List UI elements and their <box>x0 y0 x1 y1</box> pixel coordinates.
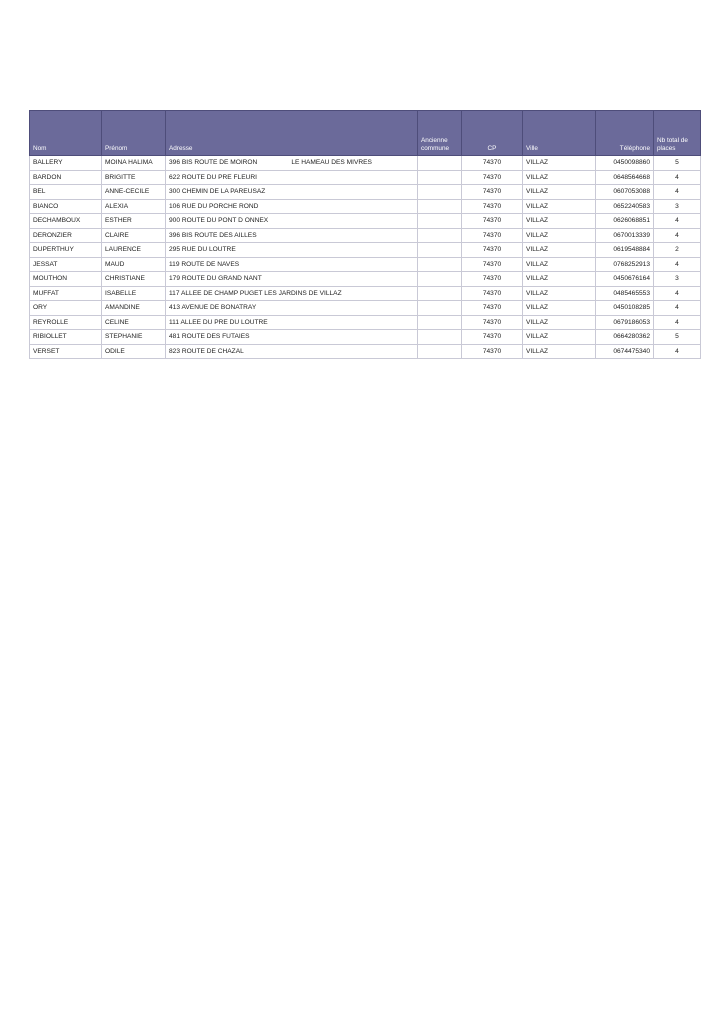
cell-ville-ville: VILLAZ <box>526 347 548 355</box>
cell-cp-cp: 74370 <box>482 217 502 225</box>
cell-prenom <box>102 243 166 258</box>
table-row <box>30 214 701 229</box>
cell-prenom <box>102 344 166 359</box>
cell-adresse <box>166 185 418 200</box>
cell-nom <box>30 228 102 243</box>
header-cp: CP <box>462 111 523 156</box>
cell-prenom <box>102 315 166 330</box>
cell-adresse <box>166 243 418 258</box>
cell-nb-places-places: 3 <box>675 202 679 210</box>
cell-ville-ville: VILLAZ <box>526 231 548 239</box>
cell-nb-places <box>654 315 701 330</box>
cell-ville <box>523 301 596 316</box>
cell-ville <box>523 344 596 359</box>
table-row <box>30 272 701 287</box>
cell-adresse-rue: ALLEE DE CHAMP PUGET LES JARDINS DE VILLAZ <box>180 289 342 297</box>
cell-cp-cp: 74370 <box>482 202 502 210</box>
cell-telephone <box>596 272 654 287</box>
cell-nb-places <box>654 330 701 345</box>
cell-telephone-tel: 0450098860 <box>613 159 650 167</box>
cell-adresse-num: 179 <box>169 275 181 283</box>
cell-ville-ville: VILLAZ <box>526 275 548 283</box>
cell-cp-cp: 74370 <box>482 173 502 181</box>
cell-telephone <box>596 330 654 345</box>
cell-prenom <box>102 257 166 272</box>
cell-adresse-rue: ROUTE DES FUTAIES <box>181 333 250 341</box>
cell-adresse-rue: ROUTE DES AILLES <box>194 231 257 239</box>
cell-nb-places <box>654 156 701 171</box>
cell-adresse <box>166 257 418 272</box>
cell-prenom <box>102 170 166 185</box>
cell-nom <box>30 301 102 316</box>
cell-adresse-rue: ROUTE DE NAVES <box>181 260 240 268</box>
cell-nom <box>30 315 102 330</box>
cell-prenom-prenom: ISABELLE <box>105 289 137 297</box>
cell-telephone <box>596 214 654 229</box>
cell-cp-cp: 74370 <box>482 289 502 297</box>
cell-nom <box>30 156 102 171</box>
cell-nb-places <box>654 170 701 185</box>
cell-telephone <box>596 286 654 301</box>
cell-ville <box>523 272 596 287</box>
cell-nom <box>30 286 102 301</box>
cell-adresse-rue: CHEMIN DE LA PAREUSAZ <box>181 188 266 196</box>
cell-ville-ville: VILLAZ <box>526 318 548 326</box>
cell-ville <box>523 214 596 229</box>
cell-telephone <box>596 199 654 214</box>
cell-adresse-complement <box>257 174 291 181</box>
cell-nom-nom: DECHAMBOUX <box>33 217 81 225</box>
cell-ancienne-commune <box>418 272 462 287</box>
cell-ancienne-commune <box>418 330 462 345</box>
cell-prenom-prenom: AMANDINE <box>105 304 140 312</box>
cell-ville-ville: VILLAZ <box>526 289 548 297</box>
cell-nom <box>30 214 102 229</box>
cell-adresse <box>166 214 418 229</box>
cell-cp-cp: 74370 <box>482 260 502 268</box>
cell-prenom-prenom: STEPHANIE <box>105 333 143 341</box>
cell-nb-places-places: 4 <box>675 318 679 326</box>
cell-ville <box>523 330 596 345</box>
cell-nb-places-places: 4 <box>675 260 679 268</box>
cell-adresse-num: 111 <box>169 318 180 326</box>
cell-nom-nom: DERONZIER <box>33 231 72 239</box>
cell-nb-places-places: 4 <box>675 289 679 297</box>
cell-adresse-num: 106 <box>169 202 181 210</box>
table-header <box>30 111 701 156</box>
cell-telephone-tel: 0674475340 <box>613 347 650 355</box>
cell-nom <box>30 344 102 359</box>
cell-adresse-complement <box>262 275 296 282</box>
cell-ancienne-commune <box>418 185 462 200</box>
spreadsheet <box>29 110 701 359</box>
table-row <box>30 301 701 316</box>
cell-ville-ville: VILLAZ <box>526 188 548 196</box>
cell-cp <box>462 228 523 243</box>
cell-nb-places <box>654 228 701 243</box>
cell-ancienne-commune <box>418 286 462 301</box>
cell-nom <box>30 199 102 214</box>
cell-prenom <box>102 185 166 200</box>
cell-prenom-prenom: CHRISTIANE <box>105 275 145 283</box>
cell-cp-cp: 74370 <box>482 246 502 254</box>
cell-nom-nom: VERSET <box>33 347 60 355</box>
cell-adresse-rue: ROUTE DU GRAND NANT <box>181 275 262 283</box>
cell-cp <box>462 286 523 301</box>
cell-ancienne-commune <box>418 257 462 272</box>
cell-prenom-prenom: CELINE <box>105 318 129 326</box>
cell-adresse-rue: ALLEE DU PRE DU LOUTRE <box>180 318 268 326</box>
cell-adresse <box>166 301 418 316</box>
cell-nb-places-places: 2 <box>675 246 679 254</box>
cell-adresse-num: 481 <box>169 333 181 341</box>
cell-nb-places-places: 3 <box>675 275 679 283</box>
cell-adresse-rue: ROUTE DE MOIRON <box>194 159 258 167</box>
cell-prenom-prenom: MAUD <box>105 260 125 268</box>
cell-adresse-rue: RUE DU PORCHE ROND <box>181 202 259 210</box>
header-nom: Nom <box>30 111 102 156</box>
cell-cp <box>462 272 523 287</box>
cell-ville-ville: VILLAZ <box>526 333 548 341</box>
cell-adresse-rue: RUE DU LOUTRE <box>181 246 236 254</box>
cell-telephone-tel: 0485465553 <box>613 289 650 297</box>
cell-ville-ville: VILLAZ <box>526 159 548 167</box>
cell-nb-places <box>654 344 701 359</box>
cell-prenom <box>102 272 166 287</box>
cell-telephone-tel: 0626068851 <box>613 217 650 225</box>
table-row <box>30 257 701 272</box>
cell-prenom <box>102 286 166 301</box>
cell-cp-cp: 74370 <box>482 275 502 283</box>
cell-prenom <box>102 199 166 214</box>
cell-adresse-rue: ROUTE DU PRE FLEURI <box>181 173 257 181</box>
cell-adresse-complement <box>268 319 302 326</box>
cell-adresse-num: 622 <box>169 173 181 181</box>
cell-prenom <box>102 214 166 229</box>
cell-ville-ville: VILLAZ <box>526 246 548 254</box>
cell-ville <box>523 228 596 243</box>
header-ville: Ville <box>523 111 596 156</box>
cell-ancienne-commune <box>418 156 462 171</box>
cell-adresse <box>166 228 418 243</box>
cell-nom-nom: BARDON <box>33 173 62 181</box>
cell-adresse-rue: ROUTE DU PONT D ONNEX <box>181 217 269 225</box>
cell-nom <box>30 243 102 258</box>
cell-ville-ville: VILLAZ <box>526 304 548 312</box>
cell-cp-cp: 74370 <box>482 231 502 239</box>
cell-adresse-num: 117 <box>169 289 180 297</box>
cell-telephone-tel: 0670013339 <box>613 231 650 239</box>
cell-adresse-complement <box>342 290 376 297</box>
cell-cp <box>462 156 523 171</box>
cell-ancienne-commune <box>418 199 462 214</box>
cell-adresse-num: 300 <box>169 188 181 196</box>
cell-prenom-prenom: ESTHER <box>105 217 132 225</box>
cell-adresse <box>166 315 418 330</box>
cell-nom <box>30 170 102 185</box>
cell-nb-places <box>654 243 701 258</box>
cell-telephone <box>596 170 654 185</box>
cell-adresse-num: 119 <box>169 260 180 268</box>
cell-adresse-complement <box>256 304 290 311</box>
cell-adresse-num: 900 <box>169 217 181 225</box>
cell-ancienne-commune <box>418 243 462 258</box>
table-row <box>30 344 701 359</box>
cell-nb-places <box>654 272 701 287</box>
cell-cp <box>462 214 523 229</box>
cell-ville-ville: VILLAZ <box>526 217 548 225</box>
cell-nom-nom: BALLERY <box>33 159 63 167</box>
cell-ville-ville: VILLAZ <box>526 202 548 210</box>
table-row <box>30 156 701 171</box>
cell-telephone <box>596 185 654 200</box>
cell-adresse-num: 396 BIS <box>169 159 193 167</box>
cell-cp <box>462 199 523 214</box>
cell-nb-places-places: 4 <box>675 304 679 312</box>
cell-prenom-prenom: ODILE <box>105 347 125 355</box>
cell-nom-nom: JESSAT <box>33 260 58 268</box>
cell-cp-cp: 74370 <box>482 159 502 167</box>
cell-telephone-tel: 0607053088 <box>613 188 650 196</box>
cell-adresse-complement <box>244 348 278 355</box>
cell-prenom-prenom: BRIGITTE <box>105 173 136 181</box>
cell-nb-places <box>654 301 701 316</box>
cell-telephone-tel: 0450108285 <box>613 304 650 312</box>
cell-cp <box>462 170 523 185</box>
cell-ville <box>523 185 596 200</box>
cell-nb-places-places: 4 <box>675 217 679 225</box>
cell-nb-places-places: 4 <box>675 173 679 181</box>
cell-adresse <box>166 199 418 214</box>
cell-adresse <box>166 272 418 287</box>
cell-nom-nom: MUFFAT <box>33 289 59 297</box>
table-row <box>30 228 701 243</box>
cell-adresse <box>166 344 418 359</box>
cell-nb-places-places: 4 <box>675 347 679 355</box>
cell-adresse-num: 295 <box>169 246 181 254</box>
cell-ville-ville: VILLAZ <box>526 260 548 268</box>
cell-prenom-prenom: ANNE-CECILE <box>105 188 150 196</box>
cell-ancienne-commune <box>418 214 462 229</box>
cell-telephone <box>596 243 654 258</box>
cell-prenom <box>102 156 166 171</box>
table-row <box>30 243 701 258</box>
cell-nom-nom: MOUTHON <box>33 275 68 283</box>
cell-telephone <box>596 156 654 171</box>
cell-cp-cp: 74370 <box>482 347 502 355</box>
cell-adresse-complement <box>257 232 291 239</box>
cell-ville <box>523 170 596 185</box>
cell-nb-places <box>654 199 701 214</box>
cell-cp <box>462 344 523 359</box>
table-row <box>30 199 701 214</box>
cell-adresse <box>166 170 418 185</box>
cell-telephone <box>596 315 654 330</box>
cell-cp <box>462 330 523 345</box>
cell-ancienne-commune <box>418 170 462 185</box>
cell-nb-places-places: 5 <box>675 159 679 167</box>
header-nb-places: Nb total de places <box>654 111 701 156</box>
cell-telephone-tel: 0664280362 <box>613 333 650 341</box>
cell-ville-ville: VILLAZ <box>526 173 548 181</box>
table-body <box>30 156 701 359</box>
cell-ville <box>523 257 596 272</box>
cell-nb-places <box>654 185 701 200</box>
table-row <box>30 185 701 200</box>
cell-cp-cp: 74370 <box>482 318 502 326</box>
cell-telephone-tel: 0648564668 <box>613 173 650 181</box>
cell-prenom <box>102 228 166 243</box>
cell-adresse-complement <box>268 217 302 224</box>
cell-cp <box>462 243 523 258</box>
cell-nom-nom: BIANCO <box>33 202 59 210</box>
cell-ancienne-commune <box>418 344 462 359</box>
cell-adresse-complement <box>258 203 292 210</box>
cell-nom-nom: RIBIOLLET <box>33 333 67 341</box>
cell-adresse <box>166 286 418 301</box>
cell-adresse-complement: LE HAMEAU DES MIVRES <box>291 159 372 167</box>
cell-nb-places-places: 4 <box>675 231 679 239</box>
cell-nom <box>30 185 102 200</box>
cell-ancienne-commune <box>418 301 462 316</box>
cell-nom-nom: BEL <box>33 188 46 196</box>
cell-prenom <box>102 301 166 316</box>
cell-nom <box>30 257 102 272</box>
table-row <box>30 330 701 345</box>
cell-cp-cp: 74370 <box>482 188 502 196</box>
cell-telephone-tel: 0450676164 <box>613 275 650 283</box>
cell-ville <box>523 286 596 301</box>
cell-telephone <box>596 344 654 359</box>
header-prenom: Prénom <box>102 111 166 156</box>
cell-telephone <box>596 228 654 243</box>
cell-cp-cp: 74370 <box>482 333 502 341</box>
cell-nb-places-places: 4 <box>675 188 679 196</box>
cell-adresse-complement <box>236 246 270 253</box>
cell-adresse-complement <box>250 333 284 340</box>
cell-telephone-tel: 0679186053 <box>613 318 650 326</box>
cell-prenom-prenom: CLAIRE <box>105 231 129 239</box>
cell-ville <box>523 315 596 330</box>
cell-telephone-tel: 0619548884 <box>613 246 650 254</box>
cell-adresse-rue: ROUTE DE CHAZAL <box>181 347 244 355</box>
table-row <box>30 170 701 185</box>
cell-telephone <box>596 257 654 272</box>
cell-nb-places <box>654 257 701 272</box>
cell-nom-nom: ORY <box>33 304 48 312</box>
cell-prenom-prenom: MOINA HALIMA <box>105 159 153 167</box>
cell-telephone <box>596 301 654 316</box>
cell-cp <box>462 315 523 330</box>
cell-ancienne-commune <box>418 228 462 243</box>
cell-telephone-tel: 0768252913 <box>613 260 650 268</box>
header-ancienne-commune: Ancienne commune <box>418 111 462 156</box>
cell-prenom-prenom: ALEXIA <box>105 202 129 210</box>
cell-adresse <box>166 156 418 171</box>
cell-cp-cp: 74370 <box>482 304 502 312</box>
cell-cp <box>462 301 523 316</box>
cell-nom <box>30 330 102 345</box>
table-row <box>30 315 701 330</box>
cell-nom-nom: REYROLLE <box>33 318 69 326</box>
cell-telephone-tel: 0652240583 <box>613 202 650 210</box>
header-adresse: Adresse <box>166 111 418 156</box>
cell-prenom-prenom: LAURENCE <box>105 246 141 254</box>
cell-ville <box>523 199 596 214</box>
cell-nb-places-places: 5 <box>675 333 679 341</box>
cell-cp <box>462 257 523 272</box>
cell-adresse-complement <box>239 261 273 268</box>
cell-adresse <box>166 330 418 345</box>
cell-nom-nom: DUPERTHUY <box>33 246 74 254</box>
cell-cp <box>462 185 523 200</box>
cell-nom <box>30 272 102 287</box>
cell-adresse-num: 823 <box>169 347 181 355</box>
cell-ancienne-commune <box>418 315 462 330</box>
cell-nb-places <box>654 286 701 301</box>
cell-nb-places <box>654 214 701 229</box>
cell-prenom <box>102 330 166 345</box>
header-telephone: Téléphone <box>596 111 654 156</box>
cell-ville <box>523 243 596 258</box>
table-row <box>30 286 701 301</box>
cell-adresse-num: 413 <box>169 304 181 312</box>
cell-adresse-rue: AVENUE DE BONATRAY <box>181 304 257 312</box>
data-table <box>29 110 701 359</box>
cell-adresse-num: 396 BIS <box>169 231 193 239</box>
cell-ville <box>523 156 596 171</box>
cell-adresse-complement <box>265 188 299 195</box>
